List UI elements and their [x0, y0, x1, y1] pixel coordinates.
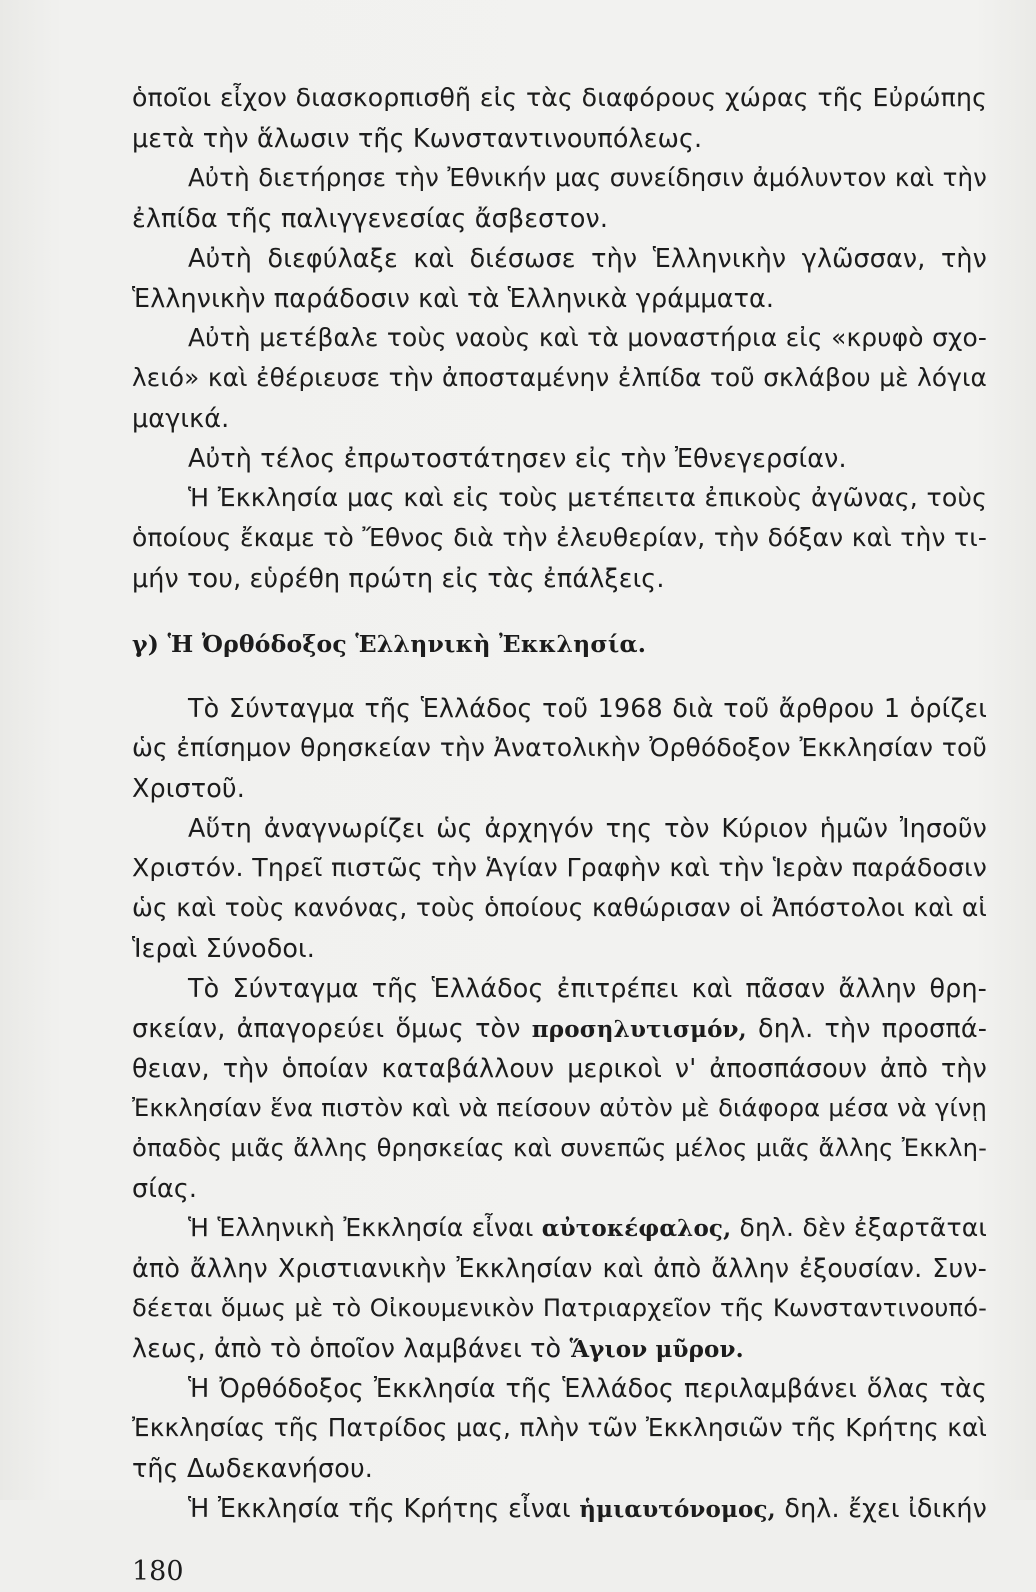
- bold-term-proselytism: προσηλυτισμόν,: [531, 1016, 747, 1043]
- text-line: Ἐκκλησίαν ἕνα πιστὸν καὶ νὰ πείσουν αὐτὸν μὲ διάφορα μέσα νὰ γίνῃ: [132, 1094, 987, 1122]
- text-line: Αὐτὴ τέλος ἐπρωτοστάτησεν εἰς τὴν Ἐθνεγερσίαν.: [188, 443, 847, 473]
- text-line: ὡς ἐπίσημον θρησκείαν τὴν Ἀνατολικὴν Ὀρθόδοξον Ἐκκλησίαν τοῦ: [132, 733, 987, 762]
- text-line: Χριστόν. Τηρεῖ πιστῶς τὴν Ἁγίαν Γραφὴν καὶ τὴν Ἱερὰν παράδοσιν: [132, 853, 987, 882]
- text-line: δέεται ὅμως μὲ τὸ Οἰκουμενικὸν Πατριαρχεῖον τῆς Κωνσταντινουπό-: [132, 1294, 987, 1322]
- text-line: [132, 1328, 987, 1368]
- text-line: Αὐτὴ μετέβαλε τοὺς ναοὺς καὶ τὰ μοναστήρια εἰς «κρυφὸ σχο-: [188, 323, 987, 352]
- text-line: ὡς καὶ τοὺς κανόνας, τοὺς ὁποίους καθώρισαν οἱ Ἀπόστολοι καὶ αἱ: [132, 893, 987, 922]
- text-line: Χριστοῦ.: [132, 773, 245, 803]
- text-line: Τὸ Σύνταγμα τῆς Ἑλλάδος ἐπιτρέπει καὶ πᾶσαν ἄλλην θρη-: [188, 973, 987, 1003]
- text-line: [188, 1208, 987, 1248]
- bold-term-holy-myron: Ἅγιον μῦρον.: [569, 1336, 744, 1363]
- text-line: μετὰ τὴν ἅλωσιν τῆς Κωνσταντινουπόλεως.: [132, 123, 703, 153]
- text-line: σίας.: [132, 1173, 198, 1203]
- section-heading: [132, 624, 987, 664]
- text-line: [188, 1488, 987, 1528]
- text-line: θειαν, τὴν ὁποίαν καταβάλλουν μερικοὶ ν' ἀποσπάσουν ἀπὸ τὴν: [132, 1053, 987, 1083]
- text-line: τῆς Δωδεκανήσου.: [132, 1453, 374, 1483]
- text-segment: Ἡ Ἑλληνικὴ Ἐκκλησία εἶναι: [188, 1213, 542, 1242]
- text-line: ὁποίους ἔκαμε τὸ Ἔθνος διὰ τὴν ἐλευθερίαν, τὴν δόξαν καὶ τὴν τι-: [132, 523, 987, 552]
- text-line: Ἱεραὶ Σύνοδοι.: [132, 933, 316, 963]
- text-line: Τὸ Σύνταγμα τῆς Ἑλλάδος τοῦ 1968 διὰ τοῦ ἄρθρου 1 ὁρίζει: [188, 693, 987, 723]
- bold-term-semi-autonomous: ἡμιαυτόνομος,: [579, 1496, 776, 1523]
- text-segment: δηλ. ἔχει ἰδικήν: [775, 1493, 987, 1523]
- text-line: ἐλπίδα τῆς παλιγγενεσίας ἄσβεστον.: [132, 203, 609, 233]
- text-line: Ἑλληνικὴν παράδοσιν καὶ τὰ Ἑλληνικὰ γράμματα.: [132, 283, 775, 313]
- text-line: Αὐτὴ διεφύλαξε καὶ διέσωσε τὴν Ἑλληνικὴν γλῶσσαν, τὴν: [188, 243, 987, 273]
- text-segment: δηλ. τὴν προσπά-: [746, 1013, 988, 1043]
- text-segment: Ἡ Ἐκκλησία τῆς Κρήτης εἶναι: [188, 1493, 580, 1523]
- section-heading-text: Ἡ Ὀρθόδοξος Ἑλληνικὴ Ἐκκλησία.: [167, 630, 647, 658]
- text-line: ὀπαδὸς μιᾶς ἄλλης θρησκείας καὶ συνεπῶς μέλος μιᾶς ἄλλης Ἐκκλη-: [132, 1133, 987, 1162]
- text-line: λειό» καὶ ἐθέριευσε τὴν ἀποσταμένην ἐλπίδα τοῦ σκλάβου μὲ λόγια: [132, 363, 987, 392]
- section-heading-label: γ): [132, 630, 160, 658]
- text-line: μήν του, εὑρέθη πρώτη εἰς τὰς ἐπάλξεις.: [132, 563, 665, 593]
- text-segment: σκείαν, ἀπαγορεύει ὅμως τὸν: [132, 1013, 532, 1043]
- text-line: Αὕτη ἀναγνωρίζει ὡς ἀρχηγόν της τὸν Κύριον ἡμῶν Ἰησοῦν: [188, 813, 987, 843]
- text-line: Ἡ Ἐκκλησία μας καὶ εἰς τοὺς μετέπειτα ἐπικοὺς ἀγῶνας, τοὺς: [188, 483, 987, 512]
- text-line: Αὐτὴ διετήρησε τὴν Ἐθνικήν μας συνείδησιν ἀμόλυντον καὶ τὴν: [188, 163, 987, 192]
- text-line: [132, 1008, 987, 1048]
- text-line: Ἐκκλησίας τῆς Πατρίδος μας, πλὴν τῶν Ἐκκλησιῶν τῆς Κρήτης καὶ: [132, 1413, 987, 1442]
- text-line: μαγικά.: [132, 403, 230, 433]
- text-segment: λεως, ἀπὸ τὸ ὁποῖον λαμβάνει τὸ: [132, 1333, 570, 1363]
- page-number: 180: [132, 1556, 184, 1587]
- text-segment: δηλ. δὲν ἐξαρτᾶται: [731, 1213, 987, 1242]
- text-line: ἀπὸ ἄλλην Χριστιανικὴν Ἐκκλησίαν καὶ ἀπὸ ἄλλην ἐξουσίαν. Συν-: [132, 1253, 987, 1283]
- text-line: ὁποῖοι εἶχον διασκορπισθῆ εἰς τὰς διαφόρους χώρας τῆς Εὐρώπης: [132, 83, 987, 112]
- text-line: Ἡ Ὀρθόδοξος Ἐκκλησία τῆς Ἑλλάδος περιλαμβάνει ὅλας τὰς: [188, 1373, 987, 1403]
- bold-term-autocephalous: αὐτοκέφαλος,: [541, 1215, 732, 1242]
